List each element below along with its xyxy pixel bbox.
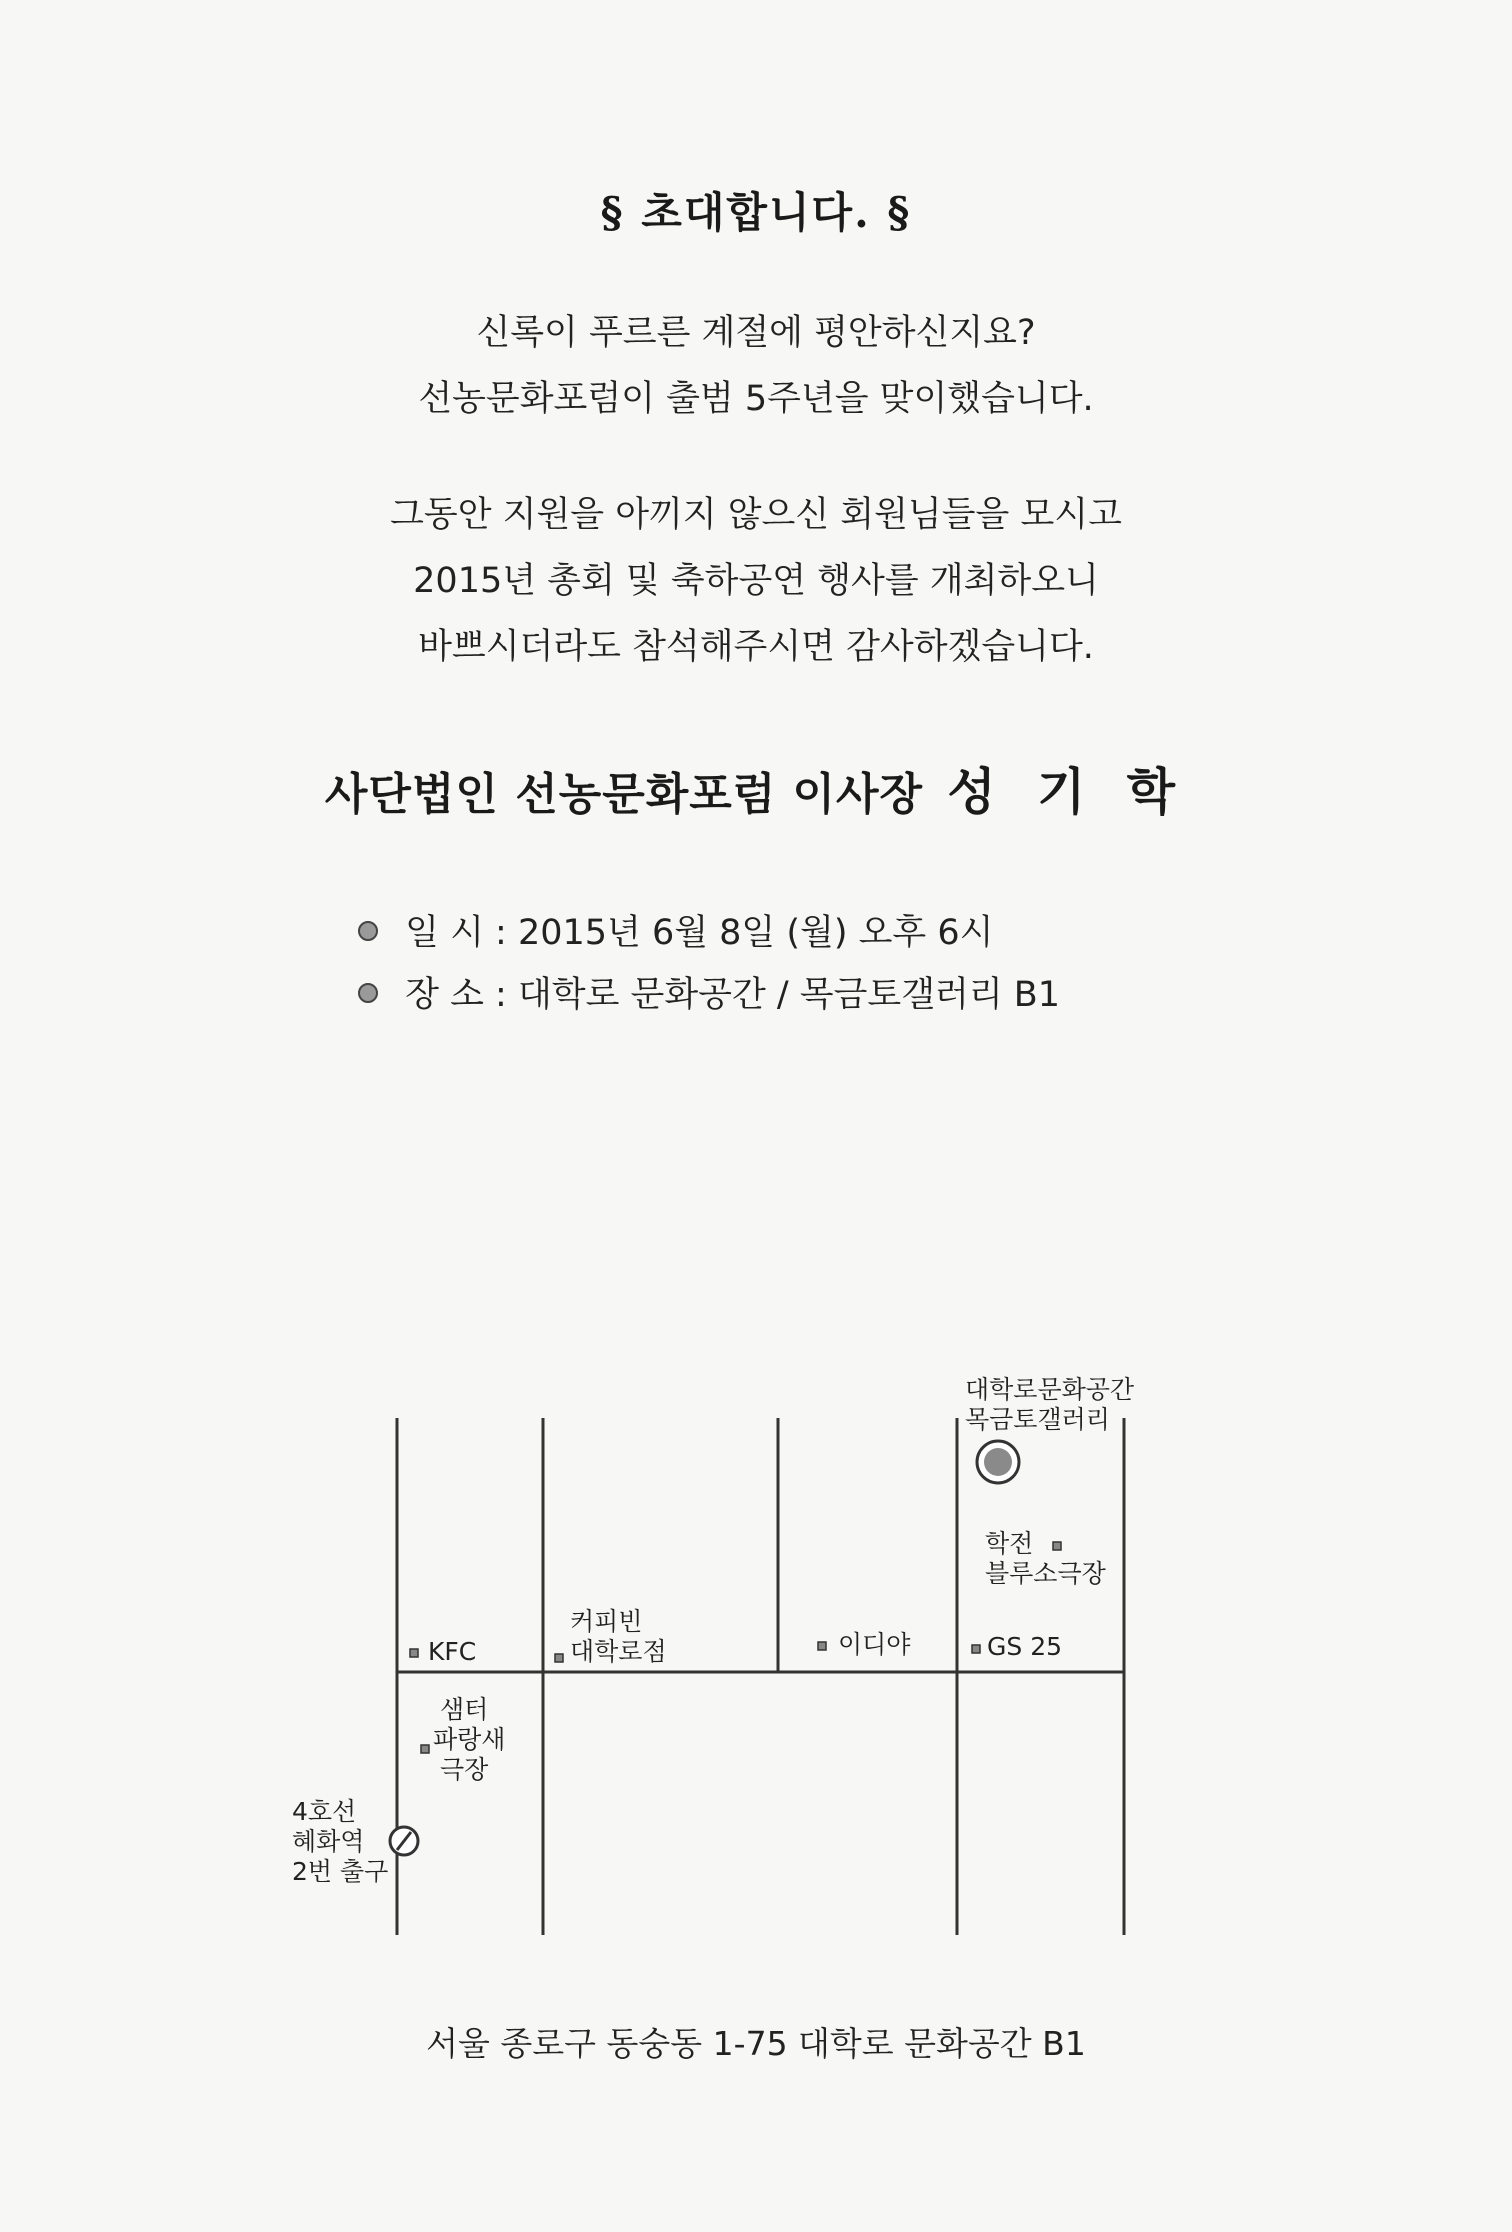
venue-marker-icon: [977, 1441, 1019, 1483]
landmark-marker-icon: [818, 1642, 826, 1650]
station-label-2: 혜화역: [292, 1827, 365, 1856]
datetime-label: 일 시 :: [405, 913, 507, 953]
map-streets: [397, 1418, 1124, 1935]
address: 서울 종로구 동숭동 1-75 대학로 문화공간 B1: [426, 2024, 1086, 2063]
greeting-line-1: 신록이 푸르른 계절에 평안하신지요?: [476, 313, 1036, 353]
venue-label-2: 목금토갤러리: [965, 1405, 1110, 1434]
landmark-marker-icon: [421, 1745, 429, 1753]
samteo-label-2: 파랑새: [433, 1725, 506, 1754]
place-label: 장 소 :: [405, 975, 507, 1015]
hakjeon-label-2: 블루소극장: [985, 1559, 1106, 1588]
invitation-line-2: 2015년 총회 및 축하공연 행사를 개최하오니: [413, 561, 1099, 601]
signature-title: 사단법인 선농문화포럼 이사장: [324, 769, 924, 820]
landmark-marker-icon: [555, 1654, 563, 1662]
landmark-markers: [410, 1542, 1061, 1753]
coffeebean-label-1: 커피빈: [570, 1607, 643, 1636]
place-value: 대학로 문화공간 / 목금토갤러리 B1: [517, 975, 1061, 1015]
landmark-marker-icon: [410, 1649, 418, 1657]
station-icon: [390, 1827, 418, 1855]
invitation-heading: § 초대합니다. §: [600, 188, 912, 237]
datetime-value: 2015년 6월 8일 (월) 오후 6시: [517, 913, 994, 953]
hakjeon-label-1: 학전: [985, 1529, 1034, 1558]
gs25-label: GS 25: [987, 1632, 1062, 1661]
landmark-marker-icon: [972, 1645, 980, 1653]
invitation-line-3: 바쁘시더라도 참석해주시면 감사하겠습니다.: [418, 627, 1094, 667]
coffeebean-label-2: 대학로점: [570, 1637, 667, 1666]
ediya-label: 이디야: [838, 1630, 911, 1659]
venue-label-1: 대학로문화공간: [965, 1375, 1135, 1404]
samteo-label-1: 샘터: [440, 1695, 489, 1724]
station-label-1: 4호선: [292, 1797, 357, 1826]
invitation-line-1: 그동안 지원을 아끼지 않으신 회원님들을 모시고: [390, 495, 1122, 535]
samteo-label-3: 극장: [440, 1755, 489, 1784]
landmark-marker-icon: [1053, 1542, 1061, 1550]
greeting-line-2: 선농문화포럼이 출범 5주년을 맞이했습니다.: [418, 379, 1094, 419]
station-label-3: 2번 출구: [292, 1857, 389, 1886]
kfc-label: KFC: [428, 1637, 477, 1666]
signature-name: 성 기 학: [947, 762, 1188, 821]
